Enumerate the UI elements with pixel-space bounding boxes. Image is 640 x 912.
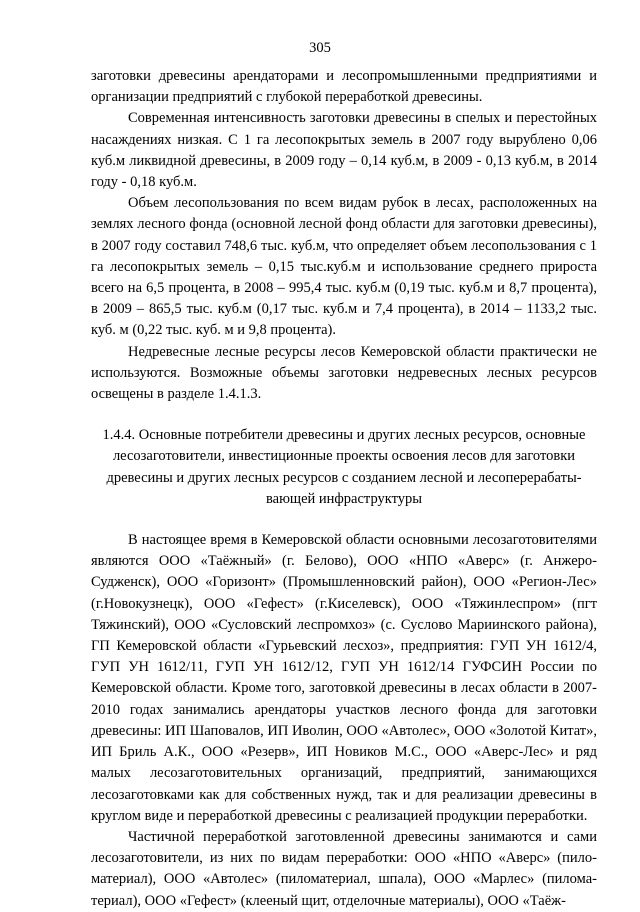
section-heading <box>91 425 597 510</box>
section-heading-line: лесозаготовители, инвестиционные проекты освоения лесов для заготовки <box>112 448 576 465</box>
paragraph-non-timber-resources: Недревесные лесные ресурсы лесов Кемеровской области практически не используются. Возможные объемы заготовки недревесных лесных ресурсов освещены в разделе 1.4.1.3. <box>91 343 597 403</box>
paragraph-forest-use-volume: Объем лесопользования по всем видам рубок в лесах, расположенных на землях лесного фонда (основной лесной фонд области для заготовки древесины), в 2007 году составил 748,6 тыс. куб.м, что определяет объем лесопользования с 1 га лесопокрытых земель – 0,15 тыс.куб.м и использование среднего прироста всего на 6,5 процента, в 2008 – 995,4 тыс. куб.м (0,19 тыс. куб.м и 8,7 процента), в 2009 – 865,5 тыс. куб.м (0,17 тыс. куб.м и 7,4 процента), в 2014 – 1133,2 тыс. куб. м (0,22 тыс. куб. м и 9,8 процента). <box>91 195 597 339</box>
page-number: 305 <box>309 40 331 56</box>
section-heading-line: вающей инфраструктуры <box>265 490 422 507</box>
section-heading-line: древесины и других лесных ресурсов с созданием лесной и лесоперерабаты- <box>106 469 582 486</box>
paragraph-partial-processing: Частичной переработкой заготовленной древесины занимаются и сами лесозаготовители, из них по видам переработки: ООО «НПО «Аверс» (пиломатериал), ООО «Автолес» (пиломатериал, шпала), ООО «Марлес» (пиломатериал), ООО «Гефест» (клееный щит, отделочные материалы), ООО «Таёж- <box>91 828 597 909</box>
paragraph-main-loggers: В настоящее время в Кемеровской области основными лесозаготовителями являются ООО «Таёжный» (г. Белово), ООО «НПО «Аверс» (г. Анжеро-Судженск), ООО «Горизонт» (Промышленновский район), ООО «Регион-Лес» (г.Новокузнецк), ООО «Гефест» (г.Киселевск), ООО «Тяжинлеспром» (пгт Тяжинский), ООО «Сусловский леспромхоз» (с. Суслово Мариинского района), ГП Кемеровской области «Гурьевский лесхоз», предприятия: ГУП УН 1612/4, ГУП УН 1612/11, ГУП УН 1612/12, ГУП УН 1612/14 ГУФСИН России по Кемеровской области. Кроме того, заготовкой древесины в лесах области в 2007-2010 годах занимались арендаторы участков лесного фонда для заготовки древесины: ИП Шаповалов, ИП Иволин, ООО «Автолес», ООО «Золотой Китат», ИП Бриль А.К., ООО «Резерв», ИП Новиков М.С., ООО «Аверс-Лес» и ряд малых лесозаготовительных организаций, предприятий, занимающихся лесозаготовками как для собственных нужд, так и для реализации древесины в круглом виде и переработкой древесины с реализацией продукции переработки. <box>91 532 597 824</box>
paragraph-continuation: заготовки древесины арендаторами и лесопромышленными предприятиями и организации предприятий с глубокой переработкой древесины. <box>91 68 597 106</box>
document-body <box>91 66 597 912</box>
section-heading-line: 1.4.4. Основные потребители древесины и других лесных ресурсов, основные <box>102 427 586 444</box>
paragraph-harvest-intensity: Современная интенсивность заготовки древесины в спелых и перестойных насаждениях низкая. С 1 га лесопокрытых земель в 2007 году вырублено 0,06 куб.м ликвидной древесины, в 2009 году – 0,14 куб.м, в 2009 - 0,13 куб.м, в 2014 году - 0,18 куб.м. <box>91 110 597 191</box>
